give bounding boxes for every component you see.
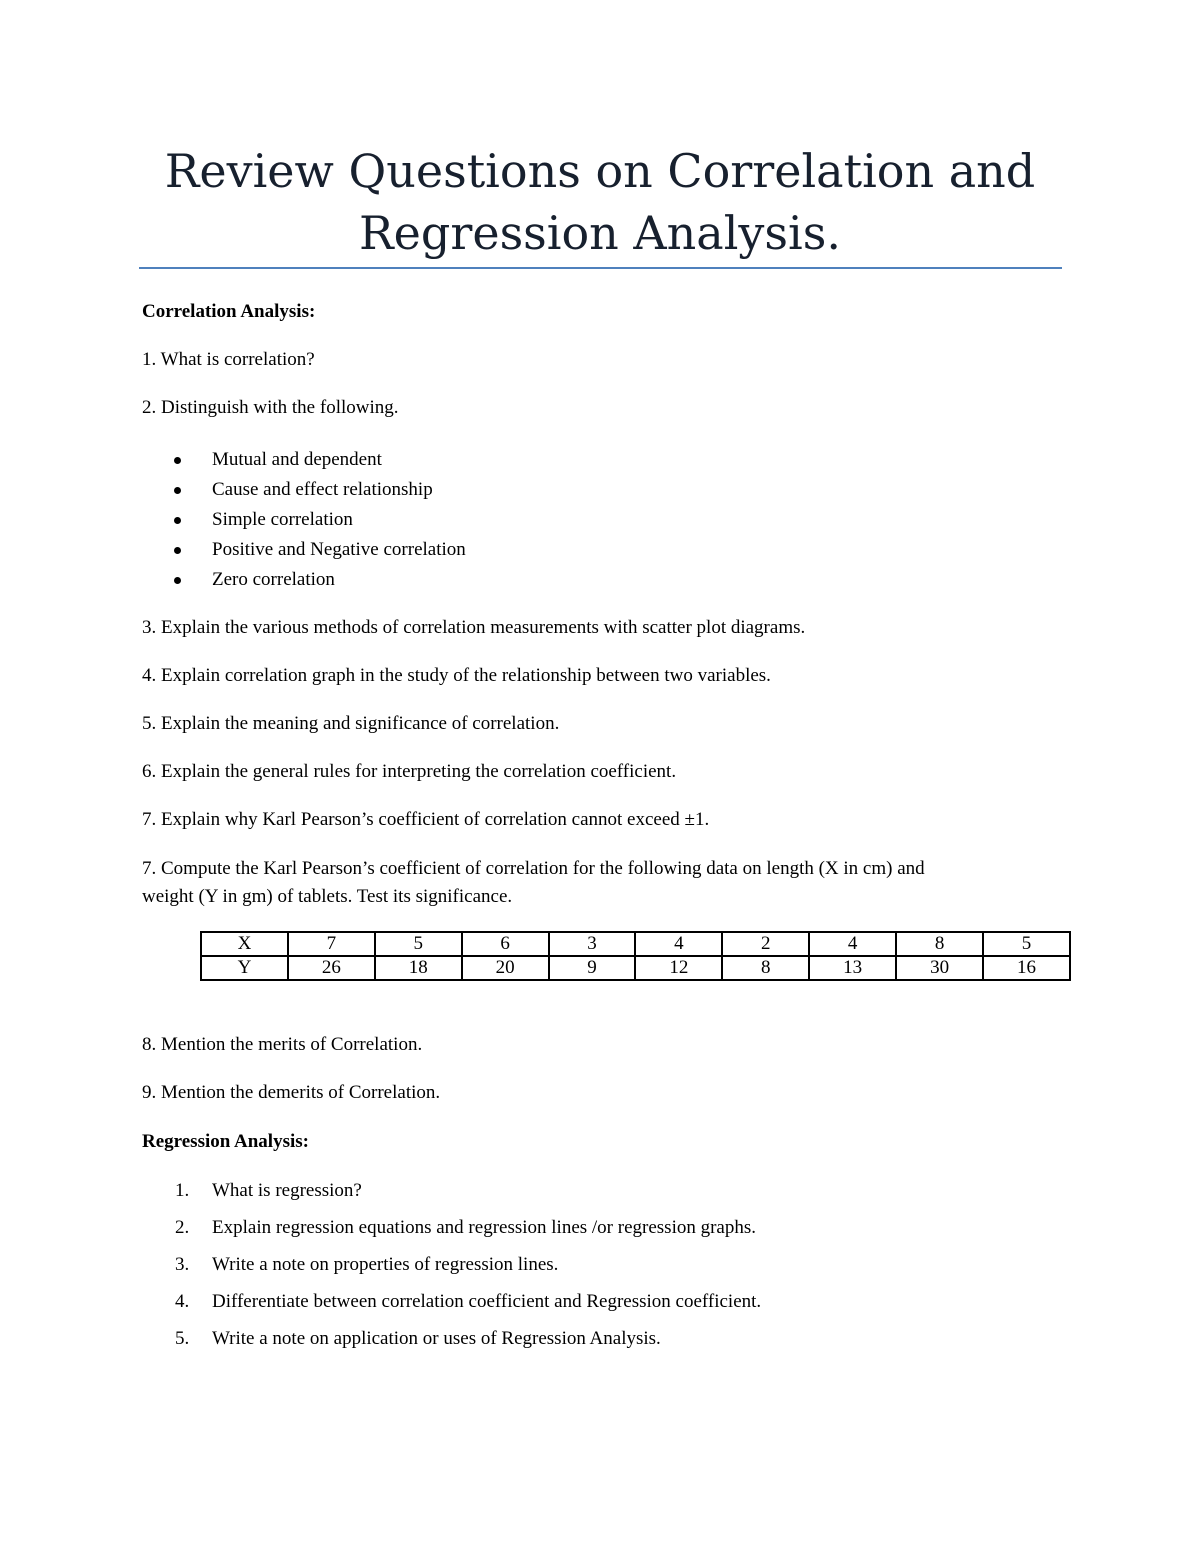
list-item: [142, 1325, 761, 1362]
table-cell: 7: [288, 932, 375, 956]
list-number: 3.: [175, 1254, 190, 1275]
question-7a: 7. Explain why Karl Pearson’s coefficient of correlation cannot exceed ±1.: [142, 809, 710, 830]
bullet-icon: [174, 517, 181, 524]
question-5: 5. Explain the meaning and significance of correlation.: [142, 713, 560, 734]
table-cell: 5: [375, 932, 462, 956]
regression-heading: Regression Analysis:: [142, 1131, 309, 1152]
list-item-text: What is regression?: [212, 1180, 362, 1201]
title-divider: [139, 267, 1062, 269]
bullet-icon: [174, 547, 181, 554]
table-row-y: [201, 956, 1070, 980]
list-item-text: Mutual and dependent: [212, 449, 382, 470]
table-cell: 8: [722, 956, 809, 980]
question-1: 1. What is correlation?: [142, 349, 315, 370]
list-item-text: Simple correlation: [212, 509, 353, 530]
table-cell: 13: [809, 956, 896, 980]
correlation-heading: Correlation Analysis:: [142, 301, 316, 322]
title-line-1: Review Questions on Correlation and: [164, 144, 1036, 198]
regression-list: [142, 1177, 761, 1362]
list-item: [142, 1177, 761, 1214]
list-item: [142, 1251, 761, 1288]
list-item: [142, 566, 466, 596]
list-item-text: Write a note on application or uses of Regression Analysis.: [212, 1328, 661, 1349]
page-title: [130, 140, 1070, 264]
list-item: [142, 446, 466, 476]
list-item: [142, 536, 466, 566]
question-3: 3. Explain the various methods of correlation measurements with scatter plot diagrams.: [142, 617, 806, 638]
list-item: [142, 506, 466, 536]
list-item-text: Differentiate between correlation coefficient and Regression coefficient.: [212, 1291, 762, 1312]
list-number: 2.: [175, 1217, 190, 1238]
distinguish-list: [142, 446, 466, 596]
table-cell: 18: [375, 956, 462, 980]
table-cell: 20: [462, 956, 549, 980]
question-9: 9. Mention the demerits of Correlation.: [142, 1082, 441, 1103]
title-line-2: Regression Analysis.: [359, 206, 841, 260]
list-item: [142, 1288, 761, 1325]
table-cell: 16: [983, 956, 1070, 980]
list-item: [142, 1214, 761, 1251]
table-cell: 4: [635, 932, 722, 956]
table-cell: 4: [809, 932, 896, 956]
list-item-text: Write a note on properties of regression lines.: [212, 1254, 559, 1275]
table-cell: 8: [896, 932, 983, 956]
question-7b-line-2: weight (Y in gm) of tablets. Test its significance.: [142, 886, 513, 907]
list-number: 4.: [175, 1291, 190, 1312]
table-cell: 3: [549, 932, 636, 956]
question-2: 2. Distinguish with the following.: [142, 397, 399, 418]
table-row-x: [201, 932, 1070, 956]
list-item-text: Cause and effect relationship: [212, 479, 433, 500]
list-number: 5.: [175, 1328, 190, 1349]
table-cell: 30: [896, 956, 983, 980]
table-cell: 9: [549, 956, 636, 980]
table-cell-label: X: [201, 932, 288, 956]
table-cell: 12: [635, 956, 722, 980]
list-number: 1.: [175, 1180, 190, 1201]
table-cell: 6: [462, 932, 549, 956]
table-cell-label: Y: [201, 956, 288, 980]
question-4: 4. Explain correlation graph in the study of the relationship between two variables.: [142, 665, 771, 686]
question-6: 6. Explain the general rules for interpreting the correlation coefficient.: [142, 761, 677, 782]
table-cell: 5: [983, 932, 1070, 956]
question-7b-line-1: 7. Compute the Karl Pearson’s coefficient of correlation for the following data on length (X in cm) and: [142, 858, 925, 879]
table-cell: 26: [288, 956, 375, 980]
question-8: 8. Mention the merits of Correlation.: [142, 1034, 423, 1055]
list-item-text: Positive and Negative correlation: [212, 539, 466, 560]
data-table: [200, 931, 1071, 981]
list-item-text: Zero correlation: [212, 569, 335, 590]
list-item: [142, 476, 466, 506]
bullet-icon: [174, 487, 181, 494]
list-item-text: Explain regression equations and regression lines /or regression graphs.: [212, 1217, 757, 1238]
bullet-icon: [174, 457, 181, 464]
table-cell: 2: [722, 932, 809, 956]
bullet-icon: [174, 577, 181, 584]
